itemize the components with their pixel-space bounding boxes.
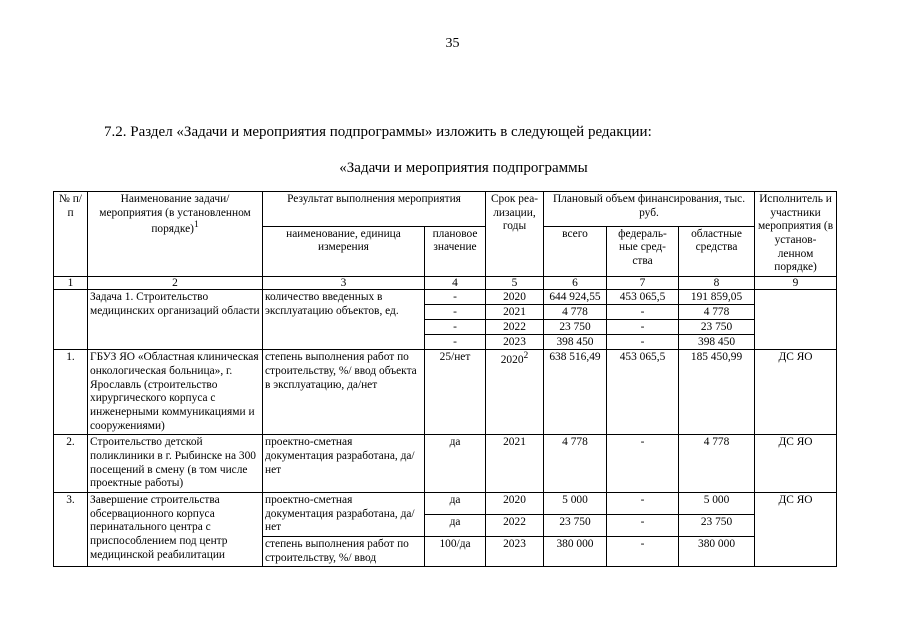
header-result-plan: плановое значение [425,226,486,276]
item3-federal: - [607,493,679,515]
item1-result: степень выполнения работ по строительству, %/ ввод объекта в эксплуатацию, да/нет [263,350,425,435]
col-number: 5 [486,277,544,290]
task1-plan: - [425,320,486,335]
item2-plan: да [425,435,486,493]
item1-plan: 25/нет [425,350,486,435]
item1-total: 638 516,49 [544,350,607,435]
task1-num [54,290,88,350]
item3-year: 2022 [486,515,544,537]
col-number: 9 [755,277,837,290]
header-term: Срок реа-лизации, годы [486,192,544,277]
task1-plan: - [425,290,486,305]
item1-name: ГБУЗ ЯО «Областная клиническая онкологическая больница», г. Ярославль (строительство хирургического корпуса с инженерными коммуникациями и сооружениями) [88,350,263,435]
header-num: № п/п [54,192,88,277]
task1-executor [755,290,837,350]
item3-regional: 23 750 [679,515,755,537]
col-number: 3 [263,277,425,290]
item3-result2: степень выполнения работ по строительству, %/ ввод [263,537,425,567]
item3-total: 23 750 [544,515,607,537]
header-result: Результат выполнения мероприятия [263,192,486,227]
table-row [54,290,837,305]
task1-year: 2021 [486,305,544,320]
tasks-table [53,191,837,567]
task1-total: 644 924,55 [544,290,607,305]
header-name-text: Наименование задачи/мероприятия (в установленном порядке) [99,193,251,236]
header-result-name: наименование, единица измерения [263,226,425,276]
task1-regional: 4 778 [679,305,755,320]
col-number: 1 [54,277,88,290]
item2-total: 4 778 [544,435,607,493]
item3-total: 380 000 [544,537,607,567]
task1-regional: 23 750 [679,320,755,335]
item2-federal: - [607,435,679,493]
item3-result1: проектно-сметная документация разработана, да/нет [263,493,425,537]
table-row [54,493,837,515]
item3-num: 3. [54,493,88,567]
item1-year [486,350,544,435]
item3-year: 2023 [486,537,544,567]
item2-regional: 4 778 [679,435,755,493]
task1-year: 2023 [486,335,544,350]
item1-federal: 453 065,5 [607,350,679,435]
item3-federal: - [607,537,679,567]
task1-regional: 398 450 [679,335,755,350]
item1-year-sup: 2 [523,351,529,362]
header-executor: Исполнитель и участники мероприятия (в установ-ленном порядке) [755,192,837,277]
task1-federal: 453 065,5 [607,290,679,305]
header-row-1 [54,192,837,227]
header-name-sup: 1 [193,220,199,231]
task1-plan: - [425,335,486,350]
column-number-row [54,277,837,290]
task1-total: 398 450 [544,335,607,350]
header-finance: Плановый объем финансирования, тыс. руб. [544,192,755,227]
intro-text: 7.2. Раздел «Задачи и мероприятия подпрограммы» изложить в следующей редакции: [104,124,652,140]
task1-year: 2022 [486,320,544,335]
task1-result: количество введенных в эксплуатацию объектов, ед. [263,290,425,350]
item3-regional: 5 000 [679,493,755,515]
task1-regional: 191 859,05 [679,290,755,305]
col-number: 7 [607,277,679,290]
task1-federal: - [607,320,679,335]
item2-year: 2021 [486,435,544,493]
item3-federal: - [607,515,679,537]
header-fin-regional: областные средства [679,226,755,276]
table-row [54,350,837,435]
task1-federal: - [607,305,679,320]
col-number: 4 [425,277,486,290]
item2-result: проектно-сметная документация разработана, да/нет [263,435,425,493]
item3-name: Завершение строительства обсервационного корпуса перинатального центра с приспособлением под центр медицинской реабилитации [88,493,263,567]
task1-total: 23 750 [544,320,607,335]
item2-name: Строительство детской поликлиники в г. Рыбинске на 300 посещений в смену (в том числе проектные работы) [88,435,263,493]
table-title: «Задачи и мероприятия подпрограммы [339,160,588,176]
col-number: 6 [544,277,607,290]
item3-plan: да [425,515,486,537]
table-row [54,435,837,493]
item1-executor: ДС ЯО [755,350,837,435]
task1-name: Задача 1. Строительство медицинских организаций области [88,290,263,350]
item3-year: 2020 [486,493,544,515]
header-fin-federal: федераль-ные сред-ства [607,226,679,276]
task1-total: 4 778 [544,305,607,320]
col-number: 2 [88,277,263,290]
item3-plan: да [425,493,486,515]
item3-total: 5 000 [544,493,607,515]
header-fin-total: всего [544,226,607,276]
item2-num: 2. [54,435,88,493]
item2-executor: ДС ЯО [755,435,837,493]
item3-regional: 380 000 [679,537,755,567]
item1-regional: 185 450,99 [679,350,755,435]
task1-year: 2020 [486,290,544,305]
item3-plan: 100/да [425,537,486,567]
header-name [88,192,263,277]
item1-year-text: 2020 [500,353,524,366]
task1-plan: - [425,305,486,320]
item1-num: 1. [54,350,88,435]
task1-federal: - [607,335,679,350]
col-number: 8 [679,277,755,290]
page-number: 35 [445,36,460,51]
item3-executor: ДС ЯО [755,493,837,567]
